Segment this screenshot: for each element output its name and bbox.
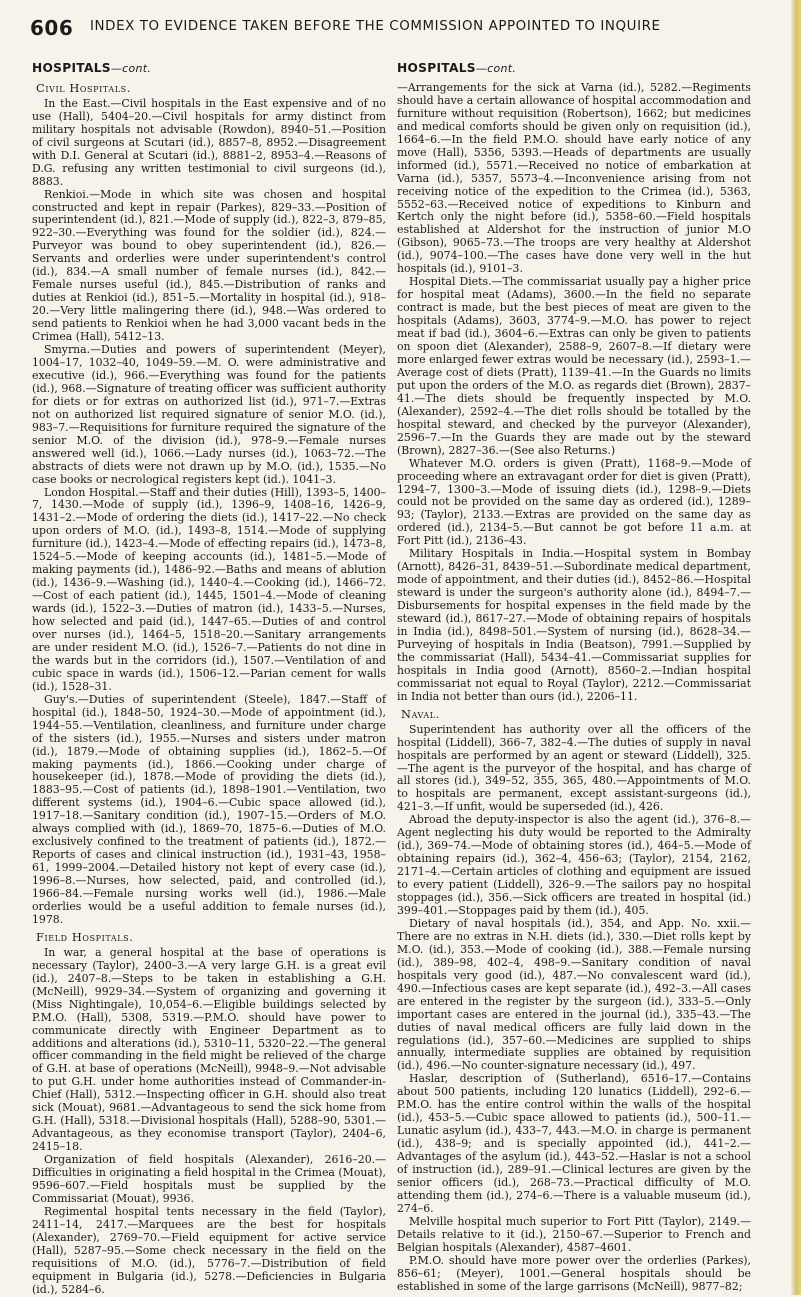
entry-field-organization: Organization of field hospitals (Alexander), 2616–20.—Difficulties in originating a field hospital in the Crimea (Mouat), 9596–607.—Field hospitals must be supplied by the Commissariat (Mouat), 9936. <box>32 1153 386 1205</box>
right-column-heading <box>397 62 751 76</box>
section-heading-field: Field Hospitals. <box>36 929 134 944</box>
entry-field-general: In war, a general hospital at the base of operations is necessary (Taylor), 2400–3.—A very large G.H. is a great evil (id.), 2407–8.—Steps to be taken in establishing a G.H. (McNeill), 9929–34.—System of organizing and governing it (Miss Nightingale), 10,054–6.—Eligible buildings selected by P.M.O. (Hall), 5308, 5319.—P.M.O. should have power to communicate directly with Engineer Department as to additions and alterations (id.), 5310–11, 5320–22.—The general officer commanding in the field might be relieved of the charge of G.H. at base of operations (McNeill), 9948–9.—Not advisable to put G.H. under home authorities instead of Commander-in-Chief (Hall), 5312.—Inspecting officer in G.H. should also treat sick (Mouat), 9681.—Advantageous to send the sick home from G.H. (Hall), 5318.—Divisional hospitals (Hall), 5288–90, 5301.—Advantageous, as they economise transport (Taylor), 2404–6, 2415–18. <box>32 945 386 1154</box>
entry-field-regimental: Regimental hospital tents necessary in the field (Taylor), 2411–14, 2417.—Marquees are the best for hospitals (Alexander), 2769–70.—Field equipment for active service (Hall), 5287–95.—Some check necessary in the field on the requisitions of M.O. (id.), 5776–7.—Distribution of field equipment in Bulgaria (id.), 5278.—Deficiencies in Bulgaria (id.), 5284–6. <box>32 1204 386 1296</box>
entry-in-the-east: In the East.—Civil hospitals in the East expensive and of no use (Hall), 5404–20.—Civil hospitals for army distinct from military hospitals not advisable (Rowdon), 8940–51.—Position of civil surgeons at Scutari (id.), 8857–8, 8952.—Disagreement with D.I. General at Scutari (id.), 8881–2, 8953–4.—Reasons of D.G. refusing any written testimonial to civil surgeons (id.), 8883. <box>32 96 386 188</box>
entry-naval-dietary: Dietary of naval hospitals (id.), 354, and App. No. xxii.—There are no extras in N.H. diets (id.), 330.—Diet rolls kept by M.O. (id.), 353.—Mode of cooking (id.), 388.—Female nursing (id.), 389–98, 402–4, 498–9.—Sanitary condition of naval hospitals very good (id.), 487.—No convalescent ward (id.), 490.—Infectious cases are kept separate (id.), 492–3.—All cases are entered in the register by the surgeon (id.), 333–5.—Only important cases are entered in the journal (id.), 335–43.—The duties of naval medical officers are fully laid down in the regulations (id.), 357–60.—Medicines are supplied to ships annually, intermediate supplies are obtained by requisition (id.), 496.—No counter-signature necessary (id.), 497. <box>397 916 751 1073</box>
left-column <box>32 62 386 1297</box>
heading-cont: —cont. <box>475 62 517 75</box>
heading-text: HOSPITALS <box>32 61 111 75</box>
entry-naval-abroad: Abroad the deputy-inspector is also the agent (id.), 376–8.—Agent neglecting his duty would be reported to the Admiralty (id.), 369–74.—Mode of obtaining stores (id.), 464–5.—Mode of obtaining repairs (id.), 362–4, 456–63; (Taylor), 2154, 2162, 2171–4.—Certain articles of clothing and equipment are issued to every patient (Liddell), 326–9.—The sailors pay no hospital stoppages (id.), 356.—Sick officers are treated in hospital (id.) 399–401.—Stoppages paid by them (id.), 405. <box>397 813 751 917</box>
entry-haslar: Haslar, description of (Sutherland), 6516–17.—Contains about 500 patients, including 120 lunatics (Liddell), 292–6.—P.M.O. has the entire control within the walls of the hospital (id.), 453–5.—Cubic space allowed to patients (id.), 500–11.—Lunatic asylum (id.), 433–7, 443.—M.O. in charge is permanent (id.), 438–9; and is specially appointed (id.), 441–2.—Advantages of the asylum (id.), 443–52.—Haslar is not a school of instruction (id.), 289–91.—Clinical lectures are given by the senior officers (id.), 268–73.—Practical difficulty of M.O. attending them (id.), 274–6.—There is a valuable museum (id.), 274–6. <box>397 1072 751 1215</box>
page-number: 606 <box>30 16 74 40</box>
entry-india: Military Hospitals in India.—Hospital system in Bombay (Arnott), 8426–31, 8439–51.—Subordinate medical department, mode of appointment, and their duties (id.), 8452–86.—Hospital steward is under the surgeon's authority alone (id.), 8494–7.—Disbursements for hospital expenses in the field made by the steward (id.), 8617–27.—Mode of obtaining repairs of hospitals in India (id.), 8498–501.—System of nursing (id.), 8628–34.—Purveying of hospitals in India (Beatson), 7991.—Supplied by the commissariat (Hall), 5434–41.—Commissariat supplies for hospitals in India good (Arnott), 8560–2.—Indian hospital commissariat not equal to Royal (Taylor), 2212.—Commissariat in India not better than ours (id.), 2206–11. <box>397 547 751 703</box>
entry-smyrna: Smyrna.—Duties and powers of superintendent (Meyer), 1004–17, 1032–40, 1049–59.—M. O. were administrative and executive (id.), 966.—Everything was found for the patients (id.), 968.—Signature of treating officer was sufficient authority for diets or for extras on authorized list (id.), 971–7.—Extras not on authorized list required signature of senior M.O. (id.), 983–7.—Requisitions for furniture required the signature of the senior M.O. of the division (id.), 978–9.—Female nurses answered well (id.), 1066.—Lady nurses (id.), 1063–72.—The abstracts of diets were not drawn up by M.O. (id.), 1535.—No case books or necrological registers kept (id.). 1041–3. <box>32 343 386 486</box>
left-column-heading <box>32 62 386 76</box>
heading-cont: —cont. <box>110 62 152 75</box>
entry-guys: Guy's.—Duties of superintendent (Steele), 1847.—Staff of hospital (id.), 1848–50, 1924–30.—Mode of appointment (id.), 1944–55.—Ventilation, cleanliness, and furniture under charge of the sisters (id.), 1955.—Nurses and sisters under matron (id.), 1879.—Mode of obtaining supplies (id.), 1862–5.—Of making payments (id.), 1866.—Cooking under charge of housekeeper (id.), 1878.—Mode of providing the diets (id.), 1883–95.—Cost of patients (id.), 1898–1901.—Ventilation, two different systems (id.), 1904–6.—Cubic space allowed (id.), 1917–18.—Sanitary condition (id.), 1907–15.—Orders of M.O. always complied with (id.), 1869–70, 1875–6.—Duties of M.O. exclusively confined to the treatment of patients (id.), 1872.—Reports of cases and clinical instruction (id.), 1931–43, 1958–61, 1999–2004.—Detailed history not kept of every case (id.), 1996–8.—Nurses, how selected, paid, and controlled (id.), 1966–84.—Female nursing works well (id.), 1986.—Male orderlies would be a useful addition to female nurses (id.), 1978. <box>32 692 386 926</box>
section-heading-naval: Naval. <box>401 706 440 721</box>
running-head: INDEX TO EVIDENCE TAKEN BEFORE THE COMMISSION APPOINTED TO INQUIRE <box>90 19 661 34</box>
page-edge-strip <box>791 0 801 1295</box>
entry-pmo-orderlies: P.M.O. should have more power over the orderlies (Parkes), 856–61; (Meyer), 1001.—General hospitals should be established in some of the large garrisons (McNeill), 9877–82; <box>397 1253 751 1293</box>
entry-hospital-diets: Hospital Diets.—The commissariat usually pay a higher price for hospital meat (Adams), 3600.—In the field no separate contract is made, but the best pieces of meat are given to the hospitals (Adams), 3603, 3774–9.—M.O. has power to reject meat if bad (id.), 3604–6.—Extras can only be given to patients on spoon diet (Alexander), 2588–9, 2607–8.—If dietary were more enlarged fewer extras would be necessary (id.), 2593–1.—Average cost of diets (Pratt), 1139–41.—In the Guards no limits put upon the orders of the M.O. as regards diet (Brown), 2837–41.—The diets should be frequently inspected by M.O. (Alexander), 2592–4.—The diet rolls should be totalled by the hospital steward, and checked by the purveyor (Alexander), 2596–7.—In the Guards they are made out by the steward (Brown), 2827–36.—(See also Returns.) <box>397 275 751 457</box>
section-heading-civil: Civil Hospitals. <box>36 80 131 95</box>
entry-diet-orders: Whatever M.O. orders is given (Pratt), 1168–9.—Mode of proceeding where an extravagant order for diet is given (Pratt), 1294–7, 1300–3.—Mode of issuing diets (id.), 1298–9.—Diets could not be provided on the same day as ordered (id.), 1289–93; (Taylor), 2133.—Extras are provided on the same day as ordered (id.), 2134–5.—But cannot be got before 11 a.m. at Fort Pitt (id.), 2136–43. <box>397 456 751 548</box>
entry-melville: Melville hospital much superior to Fort Pitt (Taylor), 2149.—Details relative to it (id.), 2150–67.—Superior to French and Belgian hospitals (Alexander), 4587–4601. <box>397 1214 751 1254</box>
right-column <box>397 62 751 1294</box>
heading-text: HOSPITALS <box>397 61 476 75</box>
entry-renkioi: Renkioi.—Mode in which site was chosen and hospital constructed and kept in repair (Parkes), 829–33.—Position of superintendent (id.), 821.—Mode of supply (id.), 822–3, 879–85, 922–30.—Everything was found for the soldier (id.), 824.—Purveyor was bound to obey superintendent (id.), 826.—Servants and orderlies were under superintendent's control (id.), 834.—A small number of female nurses (id.), 842.—Female nurses useful (id.), 845.—Distribution of ranks and duties at Renkioi (id.), 851–5.—Mortality in hospital (id.), 918–20.—Very little malingering there (id.), 948.—Was ordered to send patients to Renkioi when he had 3,000 vacant beds in the Crimea (Hall), 5412–13. <box>32 187 386 344</box>
page-header <box>0 6 801 40</box>
entry-london-hospital: London Hospital.—Staff and their duties (Hill), 1393–5, 1400–7, 1430.—Mode of supply (id.), 1396–9, 1408–16, 1426–9, 1431–2.—Mode of ordering the diets (id.), 1417–22.—No check upon orders of M.O. (id.), 1493–8, 1514.—Mode of supplying furniture (id.), 1423–4.—Mode of effecting repairs (id.), 1473–8, 1524–5.—Mode of keeping accounts (id.), 1481–5.—Mode of making payments (id.), 1486–92.—Baths and means of ablution (id.), 1436–9.—Washing (id.), 1440–4.—Cooking (id.), 1466–72.—Cost of each patient (id.), 1445, 1501–4.—Mode of cleaning wards (id.), 1522–3.—Duties of matron (id.), 1433–5.—Nurses, how selected and paid (id.), 1447–65.—Duties of and control over nurses (id.), 1464–5, 1518–20.—Sanitary arrangements are under resident M.O. (id.), 1526–7.—Patients do not dine in the wards but in the corridors (id.), 1507.—Ventilation of and cubic space in wards (id.), 1506–12.—Parian cement for walls (id.), 1528–31. <box>32 485 386 693</box>
entry-field-continued: —Arrangements for the sick at Varna (id.), 5282.—Regiments should have a certain allowance of hospital accommodation and furniture without requisition (Robertson), 1662; but medicines and medical comforts should be given only on requisition (id.), 1664–6.—In the field P.M.O. should have early notice of any move (Hall), 5356, 5393.—Heads of departments are usually informed (id.), 5571.—Received no notice of embarkation at Varna (id.), 5357, 5573–4.—Inconvenience arising from not receiving notice of the expedition to the Crimea (id.), 5363, 5552–63.—Received notice of expeditions to Kinburn and Kertch only the night before (id.), 5358–60.—Field hospitals established at Aldershot for the instruction of junior M.O (Gibson), 9065–73.—The troops are very healthy at Aldershot (id.), 9074–100.—The cases have done very well in the hut hospitals (id.), 9101–3. <box>397 80 751 276</box>
entry-naval-superintendent: Superintendent has authority over all the officers of the hospital (Liddell), 366–7, 382–4.—The duties of supply in naval hospitals are performed by an agent or steward (Liddell), 325.—The agent is the purveyor of the hospital, and has charge of all stores (id.), 349–52, 355, 365, 480.—Appointments of M.O. to hospitals are permanent, except assistant-surgeons (id.), 421–3.—If unfit, would be superseded (id.), 426. <box>397 722 751 814</box>
